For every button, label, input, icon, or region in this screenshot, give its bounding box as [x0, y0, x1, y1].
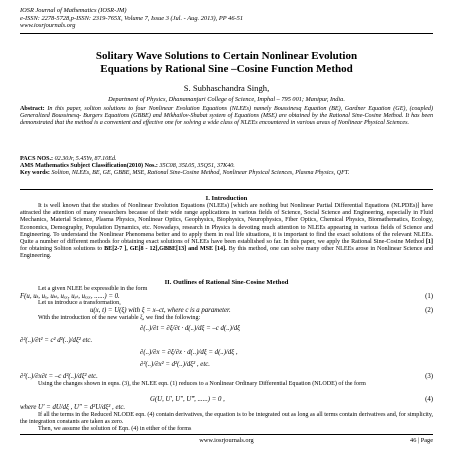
- author-name: S. Subhaschandra Singh,: [183, 83, 270, 93]
- equation-4-where: [20, 403, 433, 412]
- pacs-label: PACS NOS.:: [20, 156, 54, 162]
- equation-3d: [20, 360, 433, 369]
- equation-3b-body: ∂²(..)/∂t² = c² d²(..)/dξ² etc.: [20, 337, 93, 344]
- outline-p3: With the introduction of the new variable ξ, we find the following:: [38, 315, 201, 321]
- footer-page-number: 46 | Page: [410, 437, 433, 444]
- equation-3e-body: ∂²(..)/∂x∂t = –c d²(..)/dξ² etc.: [20, 373, 98, 380]
- journal-name: IOSR Journal of Mathematics (IOSR-JM): [20, 7, 127, 14]
- equation-3d-body: ∂²(..)/∂x² = d²(..)/dξ² , etc.: [140, 361, 210, 368]
- ams-label: AMS Mathematics Subject Classification(2010) Nos.:: [20, 163, 158, 169]
- abstract: [20, 106, 433, 128]
- equation-3a: [20, 324, 433, 333]
- equation-3c-body: ∂(..)/∂x = ∂ξ/∂x · d(..)/dξ = d(..)/dξ ,: [140, 349, 238, 356]
- intro-ref-1: [1]: [425, 239, 433, 246]
- ams-value: 35C08, 35L05, 35Q51, 37K40.: [159, 163, 235, 169]
- intro-text-mid: for obtaining Soliton solutions to: [20, 246, 105, 253]
- intro-text: It is well known that the studies of Nonlinear Evolution Equations (NLEEs) [which are nothing but Nonlinear Partial Differential Equations (NLPDEs)] have attracted the attention of many researchers because of their wide range applications in various fields of Science, Social Science and Engineering, especially in Fluid Mechanics, Material Science, Plasma Physics, Nonlinear Optics, Geophysics, Biophysics, Neurophysics, Fiber Optics, Chemical Physics, Biomathematics, Ecology, Economics, Demography, Population Dynamics, etc. Nowadays, research in Physics is devoting much attention to NLEEs appearing in various fields of Science and Engineering. To understand the Nonlinear Phenomena better and to apply them in real life situations, it is important to find the exact solutions of the relevant NLEEs. Quite a number of different methods for obtaining exact solutions of NLEEs have been established so far. In this paper, we apply the Rational Sine-Cosine Method: [20, 203, 433, 246]
- outline-p4: Using the changes shown in eqns. (3), the NLEE eqn. (1) reduces to a Nonlinear Ordinary Differential Equation (NLODE) of the form: [38, 381, 366, 387]
- footer-divider: [20, 434, 433, 435]
- equation-4-where-body: where U′ = dU/dξ , U″ = d²U/dξ² , etc.: [20, 404, 126, 411]
- section-1-heading: I. Introduction: [205, 195, 248, 202]
- keywords-line: [20, 170, 433, 177]
- paper-title: [20, 50, 433, 75]
- outline-p5: If all the terms in the Reduced NLODE eqn. (4) contain derivatives, the equation is to be integrated out as long as all terms contain derivatives and, for simplicity, the integration constants are taken as zero.: [20, 412, 433, 426]
- equation-3b: [20, 336, 433, 345]
- section-2-heading: II. Outlines of Rational Sine-Cosine Method: [164, 279, 289, 286]
- equation-3c: [20, 348, 433, 357]
- outline-p6: Then, we assume the solution of Eqn. (4) in either of the forms: [38, 426, 192, 432]
- intro-refs-equations: BE[2-7 ], GE[8 - 12],GBBE[13] and MSE [14].: [104, 246, 227, 253]
- abstract-divider: [20, 189, 433, 190]
- journal-website: www.iosrjournals.org: [20, 22, 76, 30]
- equation-3e: [20, 372, 433, 381]
- journal-header: [20, 7, 243, 30]
- equation-2: [20, 306, 433, 315]
- pacs-value: 02.30Jr, 5.45Yv, 87.10Ed.: [54, 156, 117, 162]
- title-line-2: Equations by Rational Sine –Cosine Function Method: [100, 62, 353, 75]
- outline-p1: Let a given NLEE be expressible in the form: [38, 286, 148, 292]
- equation-2-body: u(x, t) = U(ξ) with ξ = x–ct, where c is a parameter.: [90, 307, 231, 314]
- abstract-label: Abstract:: [20, 106, 45, 112]
- equation-4-body: G(U, U′, U″, U‴, ......) = 0 ,: [150, 396, 225, 403]
- outline-p2: Let us introduce a transformation,: [38, 300, 121, 306]
- keywords-value: Soliton, NLEEs, BE, GE, GBBE, MSE, Rational Sine-Cosine Method, Nonlinear Physical Sciences, Plasma Physics, QFT.: [51, 170, 350, 176]
- header-divider: [20, 33, 433, 34]
- equation-4-number: (4): [425, 396, 433, 403]
- title-line-1: Solitary Wave Solutions to Certain Nonlinear Evolution: [95, 50, 358, 62]
- equation-3-number: (3): [425, 373, 433, 380]
- introduction-paragraph: [20, 203, 433, 261]
- equation-3a-body: ∂(..)/∂t = ∂ξ/∂t · d(..)/dξ = –c d(..)/dξ: [140, 325, 241, 332]
- author-affiliation: Department of Physics, Dhanamanjuri College of Science, Imphal – 795 001; Manipur, India.: [108, 96, 345, 103]
- keywords-label: Key words:: [20, 170, 50, 176]
- intro-text-tail: By this method, one can solve many other NLEEs arose in Nonlinear Science and Engineering.: [20, 246, 433, 260]
- equation-1-body: F(u, uₜ, uₓ, uₜₜ, uₓₓ, uₓₜ, uₓₓₓ, ......) = 0.: [20, 293, 120, 300]
- equation-2-number: (2): [425, 307, 433, 314]
- journal-issn: e-ISSN: 2278-5728,p-ISSN: 2319-765X, Volume 7, Issue 3 (Jul. - Aug. 2013), PP 46-51: [20, 14, 244, 22]
- equation-1-number: (1): [425, 293, 433, 300]
- abstract-text: In this paper, soliton solutions to four Nonlinear Evolution Equations (NLEEs) namely Boussinesq Equation (BE), Gardner Equation (GE), (coupled) Generalized Boussinesq- Burgers Equations (GBBE) and Mikhailov-Shabat system of Equations (MSE) are obtained by the Rational Sine-Cosine Method. It has been demonstrated that the method is a convenient and effective one for solving a wide class of NLEEs encountered in various areas of Nonlinear Physical Sciences.: [20, 106, 433, 127]
- footer-website: www.iosrjournals.org: [199, 437, 254, 444]
